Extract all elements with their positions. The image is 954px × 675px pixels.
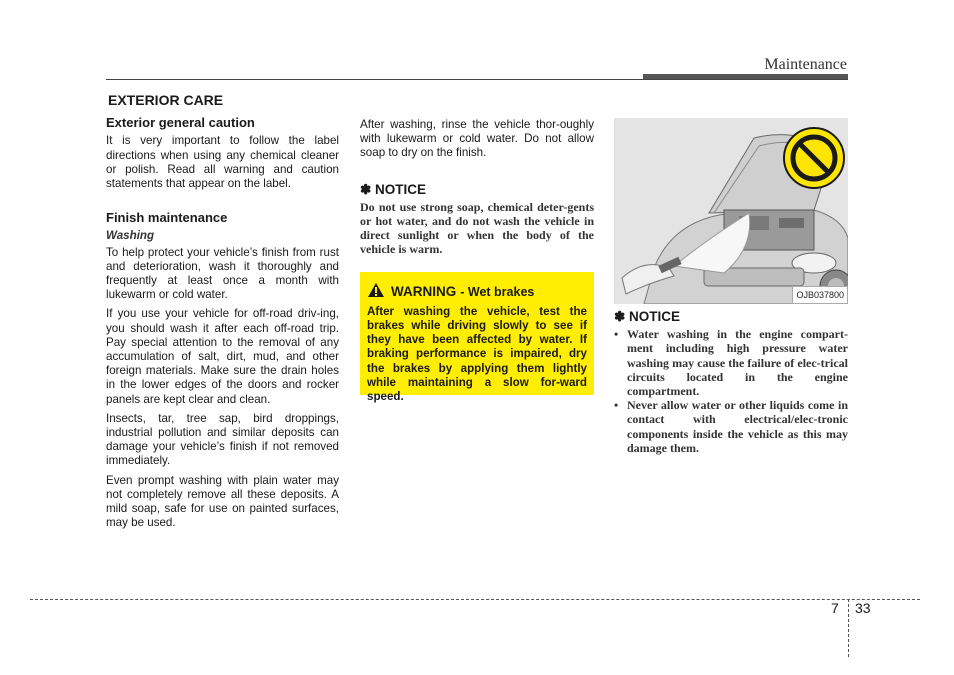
column-3	[614, 118, 848, 455]
paragraph-2: If you use your vehicle for off-road driv-ing, you should wash it after each off-road trip. Pay special attention to the removal of any accumulation of salt, dirt, mud, and other foreign materials. Make sure the drain holes in the lower edges of the doors and rocker panels are kept clear and clean.	[106, 307, 339, 406]
header-rule	[106, 79, 848, 80]
notice-text: Do not use strong soap, chemical deter-gents or hot water, and do not wash the vehicle in direct sunlight or when the body of the vehicle is warm.	[360, 199, 594, 257]
section-title: EXTERIOR CARE	[108, 92, 224, 108]
paragraph-1: To help protect your vehicle’s finish from rust and deterioration, wash it thoroughly and frequently at least once a month with lukewarm or cold water.	[106, 245, 339, 302]
header-title: Maintenance	[764, 56, 847, 73]
column-2	[360, 118, 594, 404]
page-number: 33	[855, 600, 871, 616]
paragraph-4: Even prompt washing with plain water may not completely remove all these deposits. A mild soap, safe for use on painted surfaces, may be used.	[106, 473, 339, 530]
paragraph-3: Insects, tar, tree sap, bird droppings, industrial pollution and similar deposits can damage your vehicle’s finish if not removed immediately.	[106, 411, 339, 468]
notice-heading: ✽ NOTICE	[360, 181, 427, 197]
finish-heading: Finish maintenance	[106, 210, 228, 226]
chapter-number: 7	[831, 600, 839, 616]
engine-wash-illustration	[614, 118, 848, 304]
warning-body: After washing the vehicle, test the brakes while driving slowly to see if they have been affected by water. If braking performance is impaired, dry the brakes by applying them lightly while maintaining a slow for-ward speed.	[367, 304, 587, 404]
general-text: It is very important to follow the label directions when using any chemical cleaner or polish. Read all warning and caution statements that appear on the label.	[106, 134, 339, 191]
warning-triangle-icon	[367, 282, 385, 302]
notice-heading-2: ✽ NOTICE	[614, 309, 681, 324]
figure-code: OJB037800	[792, 286, 848, 304]
general-heading: Exterior general caution	[106, 115, 255, 131]
notice-bullet: • Never allow water or other liquids come in contact with electrical/elec-tronic components inside the vehicle as this may damage them.	[614, 398, 848, 455]
rinse-text: After washing, rinse the vehicle thor-oughly with lukewarm or cold water. Do not allow soap to dry on the finish.	[360, 118, 594, 160]
engine-wash-figure	[614, 118, 848, 304]
washing-heading: Washing	[106, 229, 155, 243]
footer-rule	[30, 599, 920, 600]
footer-divider	[848, 599, 849, 657]
column-1	[106, 93, 339, 530]
notice-bullets	[614, 327, 848, 455]
notice-bullet: • Water washing in the engine compart-ment including high pressure water washing may cause the failure of elec-trical circuits located in the engine compartment.	[614, 327, 848, 398]
warning-subtitle: - Wet brakes	[460, 284, 535, 299]
warning-box	[360, 272, 594, 404]
warning-word: WARNING	[391, 283, 457, 299]
warning-header	[367, 282, 587, 302]
